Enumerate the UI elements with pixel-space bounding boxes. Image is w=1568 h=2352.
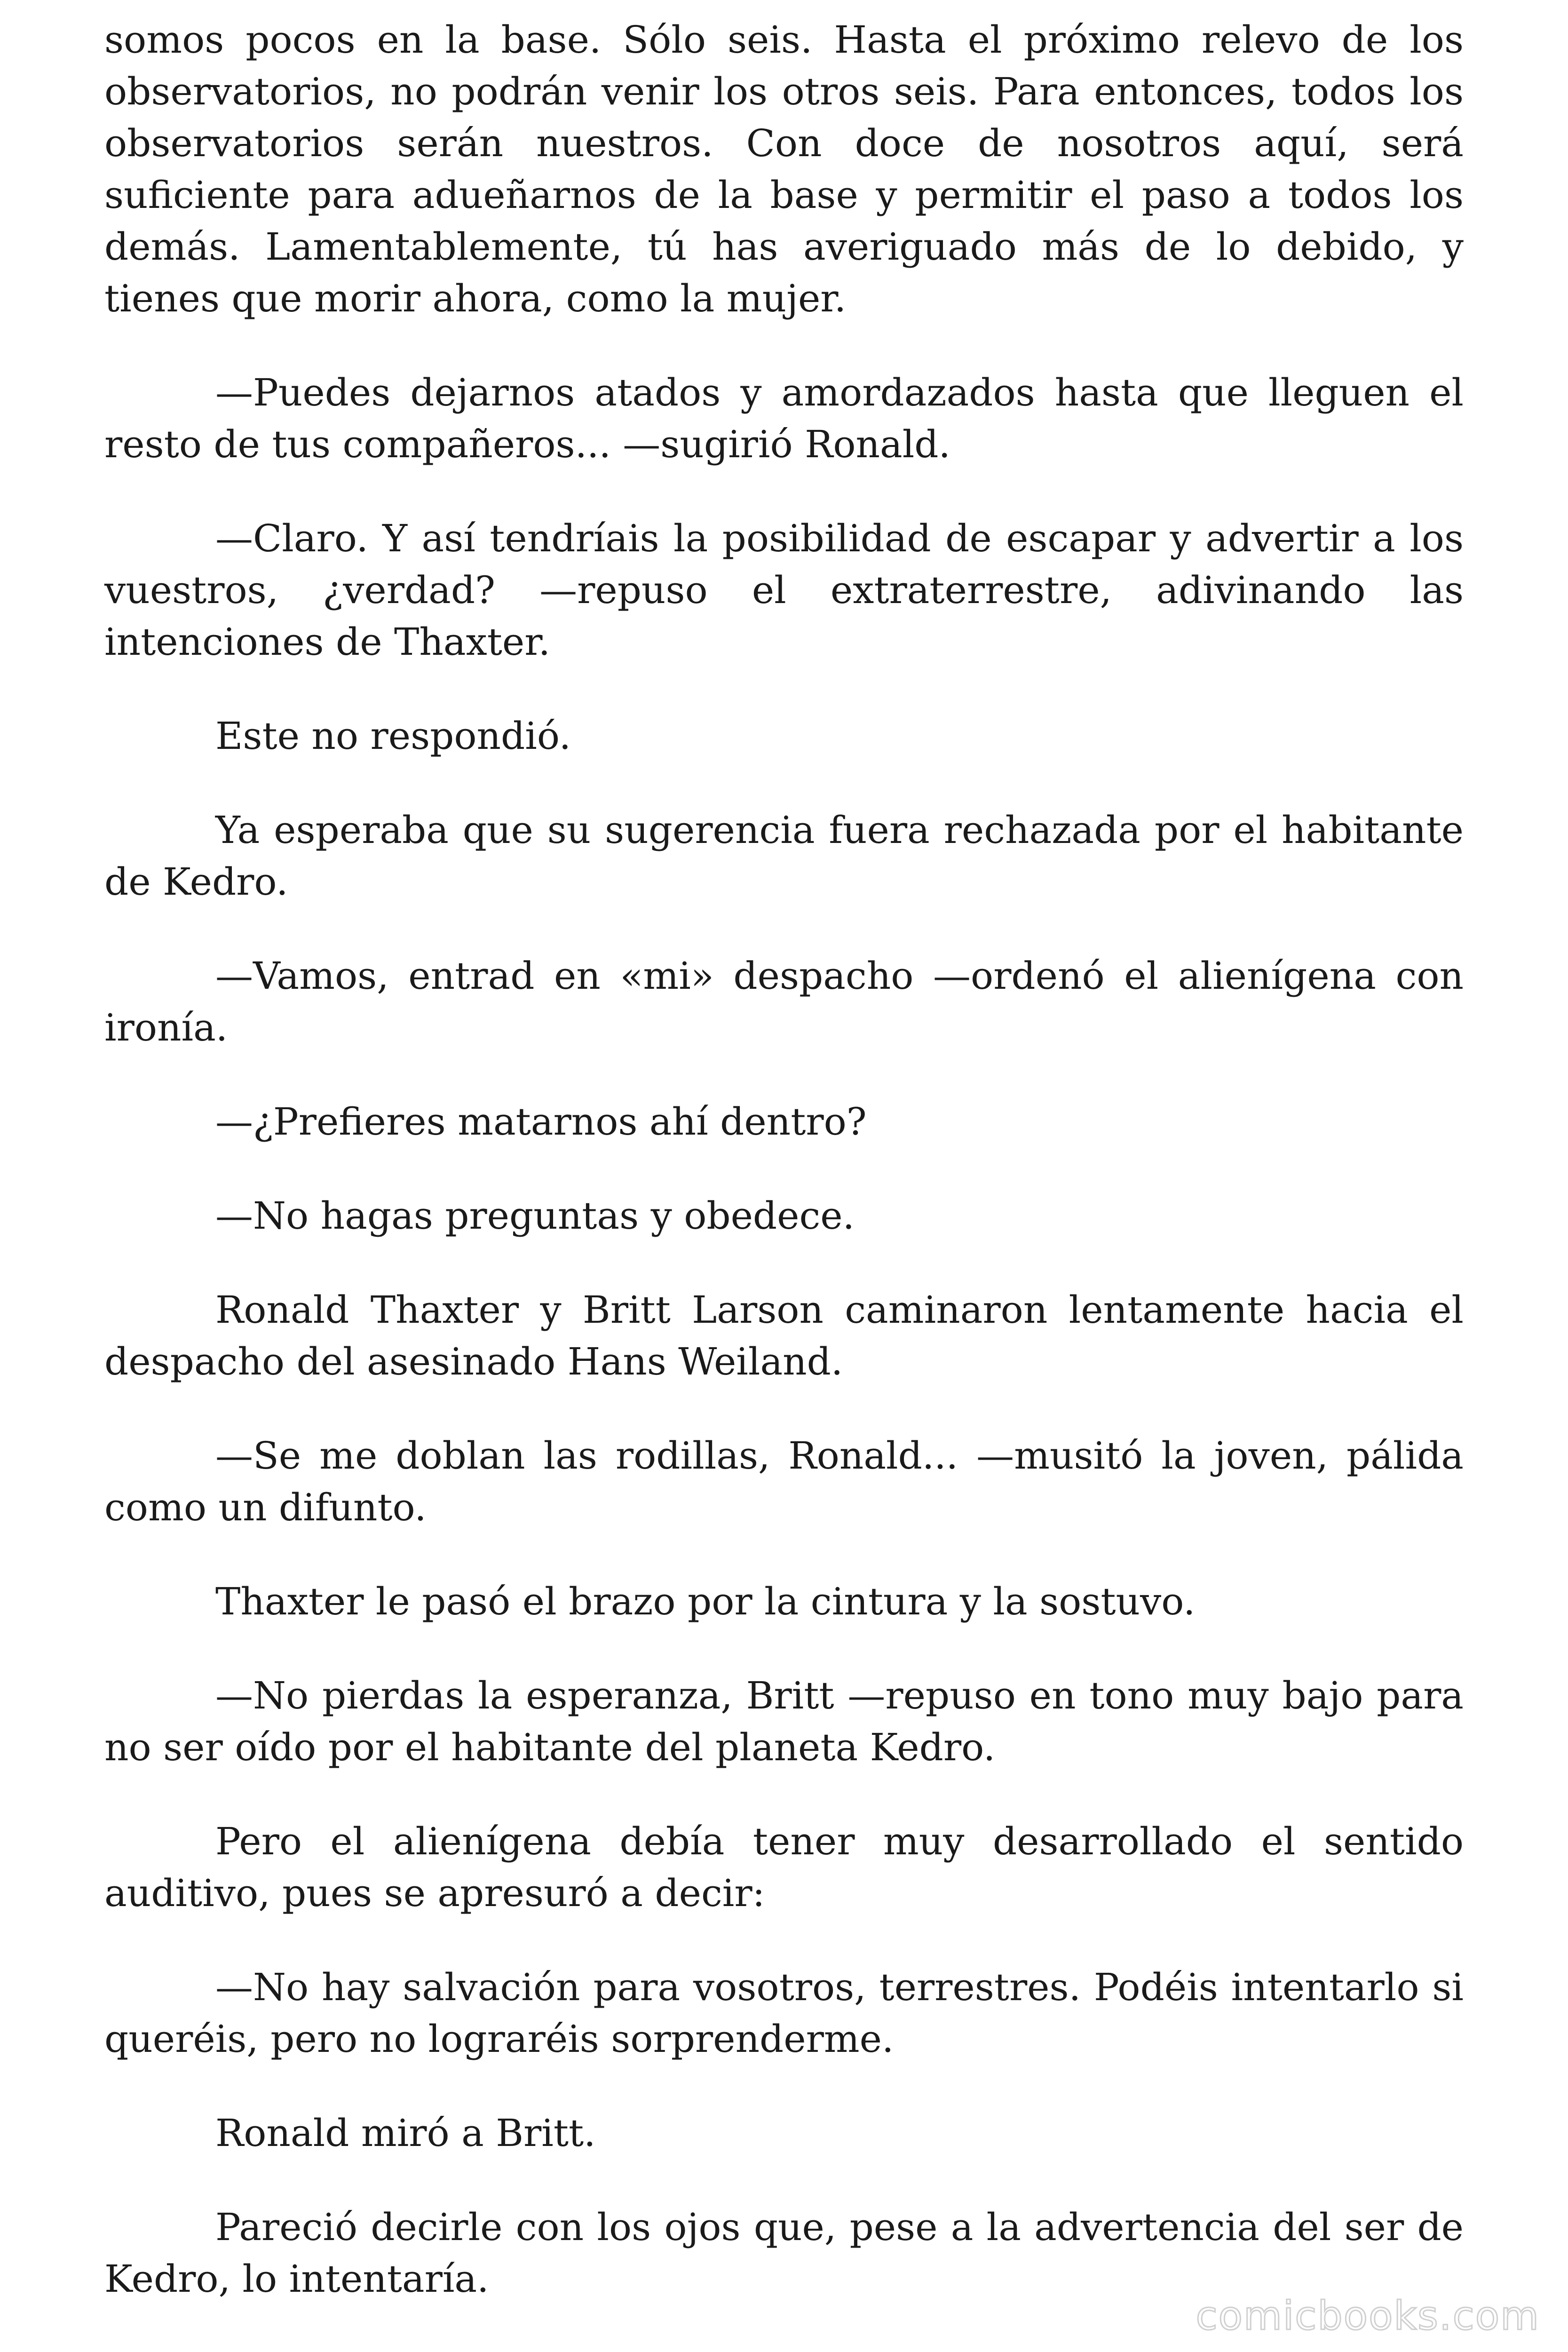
paragraph-6: —Vamos, entrad en «mi» despacho —ordenó el alienígena con ironía. (104, 954, 1464, 1049)
paragraph-4: Este no respondió. (215, 714, 571, 758)
paragraph-3: —Claro. Y así tendríais la posibilidad de escapar y advertir a los vuestros, ¿verdad? —repuso el extraterrestre, adivinando las intenciones de Thaxter. (104, 516, 1464, 664)
paragraph-14: —No hay salvación para vosotros, terrestres. Podéis intentarlo si queréis, pero no lograréis sorprenderme. (104, 1965, 1464, 2061)
paragraph-16: Pareció decirle con los ojos que, pese a la advertencia del ser de Kedro, lo intentaría. (104, 2205, 1464, 2301)
paragraph-2: —Puedes dejarnos atados y amordazados hasta que lleguen el resto de tus compañeros... —sugirió Ronald. (104, 371, 1464, 466)
paragraph-11: Thaxter le pasó el brazo por la cintura y la sostuvo. (215, 1580, 1196, 1623)
watermark: comicbooks.com (1196, 2293, 1540, 2339)
paragraph-8: —No hagas preguntas y obedece. (215, 1194, 855, 1238)
paragraph-12: —No pierdas la esperanza, Britt —repuso en tono muy bajo para no ser oído por el habitante del planeta Kedro. (104, 1674, 1464, 1769)
paragraph-15: Ronald miró a Britt. (215, 2111, 596, 2155)
book-page (104, 14, 1464, 2347)
paragraph-1: somos pocos en la base. Sólo seis. Hasta el próximo relevo de los observatorios, no podrán venir los otros seis. Para entonces, todos los observatorios serán nuestros. Con doce de nosotros aquí, será suficiente para adueñarnos de la base y permitir el paso a todos los demás. Lamentablemente, tú has averiguado más de lo debido, y tienes que morir ahora, como la mujer. (104, 18, 1464, 320)
paragraph-10: —Se me doblan las rodillas, Ronald... —musitó la joven, pálida como un difunto. (104, 1434, 1464, 1529)
paragraph-13: Pero el alienígena debía tener muy desarrollado el sentido auditivo, pues se apresuró a decir: (104, 1820, 1464, 1915)
paragraph-7: —¿Prefieres matarnos ahí dentro? (215, 1100, 867, 1144)
paragraph-5: Ya esperaba que su sugerencia fuera rechazada por el habitante de Kedro. (104, 808, 1464, 904)
paragraph-9: Ronald Thaxter y Britt Larson caminaron lentamente hacia el despacho del asesinado Hans Weiland. (104, 1288, 1464, 1383)
